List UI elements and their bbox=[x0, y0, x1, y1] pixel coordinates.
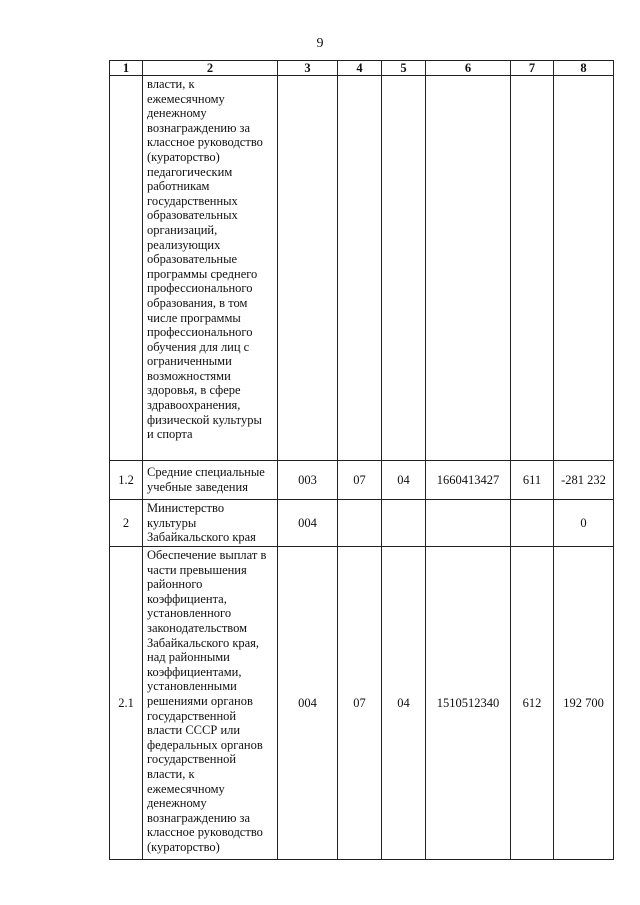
row-name: власти, к ежемесячному денежному вознаграждению за классное руководство (кураторство) педагогическим работникам государственных образовательных организаций, реализующих образовательные программы среднего профессионального образования, в том числе программы профессионального обучения для лиц с ограниченными возможностями здоровья, в сфере здравоохранения, физической культуры и спорта bbox=[143, 76, 278, 461]
cell-col6: 1660413427 bbox=[426, 461, 511, 500]
column-header: 5 bbox=[382, 61, 426, 76]
cell-col4 bbox=[338, 76, 382, 461]
row-number bbox=[110, 76, 143, 461]
cell-col5: 04 bbox=[382, 547, 426, 860]
cell-col7 bbox=[511, 500, 554, 547]
column-header: 4 bbox=[338, 61, 382, 76]
column-header: 6 bbox=[426, 61, 511, 76]
budget-table bbox=[109, 60, 614, 860]
row-number: 1.2 bbox=[110, 461, 143, 500]
table-row bbox=[110, 76, 614, 461]
cell-col4 bbox=[338, 500, 382, 547]
cell-col5 bbox=[382, 500, 426, 547]
cell-col6 bbox=[426, 76, 511, 461]
row-name: Министерство культуры Забайкальского края bbox=[143, 500, 278, 547]
table-row bbox=[110, 461, 614, 500]
column-header: 3 bbox=[278, 61, 338, 76]
table-row bbox=[110, 547, 614, 860]
cell-col8: 192 700 bbox=[554, 547, 614, 860]
cell-col8: -281 232 bbox=[554, 461, 614, 500]
cell-col7 bbox=[511, 76, 554, 461]
column-header: 1 bbox=[110, 61, 143, 76]
column-header: 7 bbox=[511, 61, 554, 76]
cell-col4: 07 bbox=[338, 461, 382, 500]
table-header-row bbox=[110, 61, 614, 76]
cell-col6: 1510512340 bbox=[426, 547, 511, 860]
cell-col5 bbox=[382, 76, 426, 461]
cell-col5: 04 bbox=[382, 461, 426, 500]
row-name: Средние специальные учебные заведения bbox=[143, 461, 278, 500]
row-number: 2 bbox=[110, 500, 143, 547]
column-header: 8 bbox=[554, 61, 614, 76]
cell-col3 bbox=[278, 76, 338, 461]
cell-col3: 004 bbox=[278, 547, 338, 860]
cell-col4: 07 bbox=[338, 547, 382, 860]
cell-col7: 611 bbox=[511, 461, 554, 500]
row-name: Обеспечение выплат в части превышения районного коэффициента, установленного законодательством Забайкальского края, над районными коэффициентами, установленными решениями органов государственной власти СССР или федеральных органов государственной власти, к ежемесячному денежному вознаграждению за классное руководство (кураторство) bbox=[143, 547, 278, 860]
row-number: 2.1 bbox=[110, 547, 143, 860]
page-number: 9 bbox=[316, 36, 324, 51]
cell-col3: 004 bbox=[278, 500, 338, 547]
cell-col8: 0 bbox=[554, 500, 614, 547]
cell-col6 bbox=[426, 500, 511, 547]
cell-col7: 612 bbox=[511, 547, 554, 860]
table-row bbox=[110, 500, 614, 547]
cell-col8 bbox=[554, 76, 614, 461]
column-header: 2 bbox=[143, 61, 278, 76]
cell-col3: 003 bbox=[278, 461, 338, 500]
